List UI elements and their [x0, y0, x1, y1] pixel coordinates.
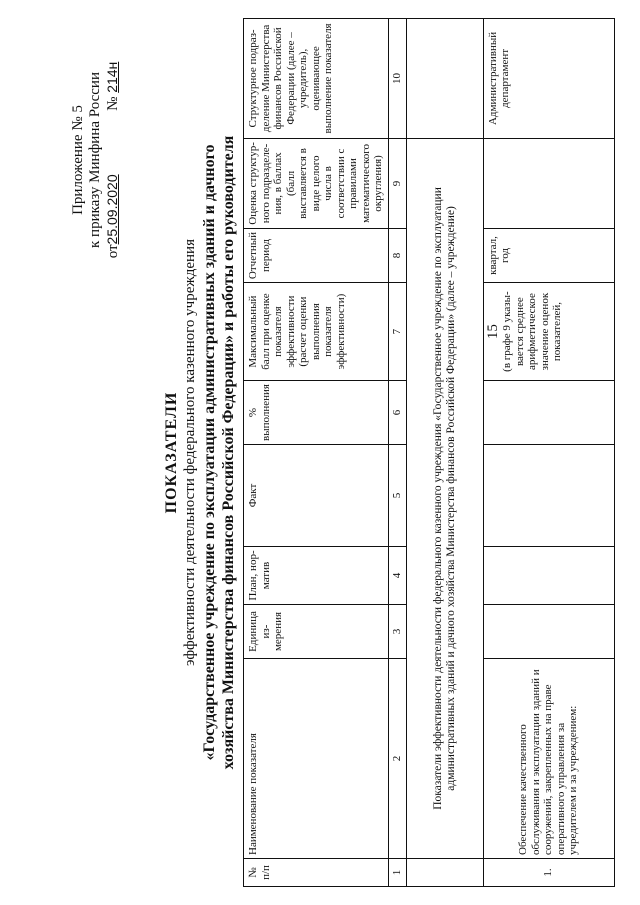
- document-title: [162, 0, 238, 905]
- table-header-row: [244, 18, 389, 886]
- col-header-unit: Единица из-мерения: [244, 605, 389, 659]
- col-header-period: Отчетный период: [244, 228, 389, 282]
- table-row: [483, 18, 614, 886]
- col-index: 6: [388, 381, 406, 445]
- column-index-row: [388, 18, 406, 886]
- row-indicator-name: Обеспечение качественного обслуживания и эксплуатации зданий и сооружений, закрепленных на праве оперативного управления за учредителем и за учреждением:: [483, 659, 614, 859]
- order-date: 25.09.2020: [104, 174, 120, 245]
- col-header-assessment: Оценка структур-ного подразделе-ния, в баллах (балл выставляется в виде целого числа в соответствии с правилами математического округления): [244, 138, 389, 228]
- order-reference: к приказу Минфина России: [87, 72, 103, 248]
- col-index: 3: [388, 605, 406, 659]
- col-index: 9: [388, 138, 406, 228]
- row-fact: [483, 445, 614, 547]
- row-max-score-note: (в графе 9 указы-вается среднее арифметическое значение оценок показателей,: [501, 291, 563, 372]
- title-line-2: «Государственное учреждение по эксплуатации административных зданий и дачного: [201, 144, 218, 761]
- section-title: Показатели эффективности деятельности федерального казенного учреждения «Государственное учреждение по эксплуатации административных зданий и дачного хозяйства Министерства финансов Российской Федерации» (далее – учреждение): [406, 138, 483, 858]
- col-index: 5: [388, 445, 406, 547]
- row-period: квартал, год: [483, 228, 614, 282]
- col-index: 10: [388, 18, 406, 138]
- order-number: 214н: [104, 61, 120, 93]
- indicators-table: [243, 18, 615, 887]
- row-max-score-value: 15: [484, 324, 501, 340]
- col-header-plan: План, нор-матив: [244, 547, 389, 605]
- col-header-percent: % выполнения: [244, 381, 389, 445]
- order-number-label: №: [105, 96, 121, 111]
- appendix-header: [70, 30, 122, 290]
- col-index: 1: [388, 859, 406, 887]
- col-index: 2: [388, 659, 406, 859]
- col-index: 7: [388, 283, 406, 381]
- title-line-1: эффективности деятельности федерального казенного учреждения: [182, 239, 198, 666]
- col-index: 8: [388, 228, 406, 282]
- section-spacer: [406, 859, 483, 887]
- col-header-fact: Факт: [244, 445, 389, 547]
- section-row: [406, 18, 483, 886]
- row-department: Административный департамент: [483, 18, 614, 138]
- col-header-max-score: Максимальный балл при оценке показателя эффективности (расчет оценки выполнения показателя эффективности): [244, 283, 389, 381]
- row-unit: [483, 605, 614, 659]
- row-assessment: [483, 138, 614, 228]
- row-plan: [483, 547, 614, 605]
- section-spacer: [406, 18, 483, 138]
- col-header-department: Структурное подраз-деление Министерства финансов Российской Федерации (далее – учредитель), оценивающее выполнение показателя: [244, 18, 389, 138]
- col-index: 4: [388, 547, 406, 605]
- row-percent: [483, 381, 614, 445]
- row-number: 1.: [483, 859, 614, 887]
- col-header-name: Наименование показателя: [244, 659, 389, 859]
- col-header-number: № п/п: [244, 859, 389, 887]
- title-line-3: хозяйства Министерства финансов Российской Федерации» и работы его руководителя: [220, 135, 237, 770]
- title-heading: ПОКАЗАТЕЛИ: [163, 391, 180, 514]
- row-max-score: [483, 283, 614, 381]
- appendix-number: Приложение № 5: [70, 105, 86, 215]
- order-date-line: от25.09.2020 № 214н: [104, 61, 121, 259]
